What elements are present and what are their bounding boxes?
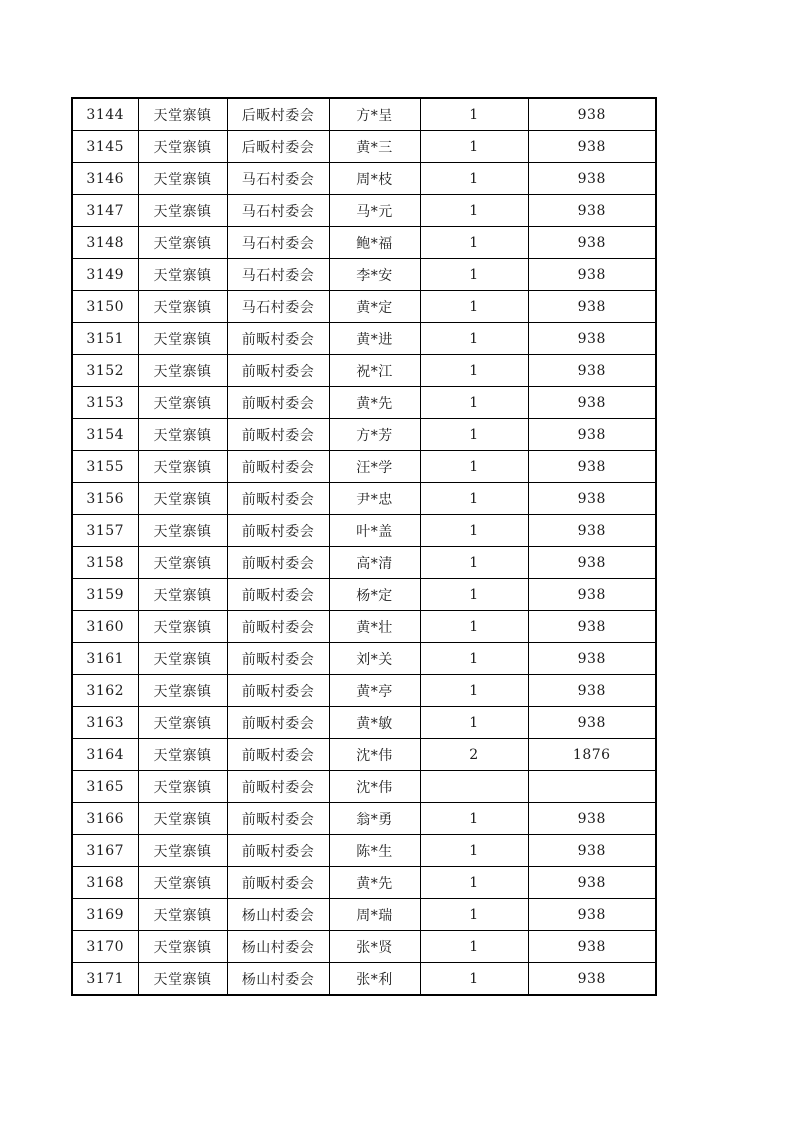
cell-count: 1 (420, 195, 528, 227)
cell-name: 黄*先 (329, 867, 420, 899)
cell-name: 黄*定 (329, 291, 420, 323)
cell-count: 1 (420, 643, 528, 675)
cell-count: 1 (420, 131, 528, 163)
cell-amount: 938 (528, 291, 656, 323)
table-body (72, 98, 656, 995)
cell-id: 3168 (72, 867, 138, 899)
cell-name: 黄*亭 (329, 675, 420, 707)
cell-count: 1 (420, 899, 528, 931)
cell-town: 天堂寨镇 (138, 483, 227, 515)
cell-amount: 1876 (528, 739, 656, 771)
cell-id: 3155 (72, 451, 138, 483)
cell-amount: 938 (528, 195, 656, 227)
table-row (72, 419, 656, 451)
cell-village: 前畈村委会 (227, 771, 329, 803)
cell-name: 祝*江 (329, 355, 420, 387)
cell-amount: 938 (528, 579, 656, 611)
cell-town: 天堂寨镇 (138, 707, 227, 739)
cell-count: 1 (420, 515, 528, 547)
cell-town: 天堂寨镇 (138, 515, 227, 547)
cell-id: 3153 (72, 387, 138, 419)
cell-village: 前畈村委会 (227, 707, 329, 739)
cell-village: 前畈村委会 (227, 835, 329, 867)
cell-id: 3151 (72, 323, 138, 355)
cell-amount: 938 (528, 451, 656, 483)
table-row (72, 643, 656, 675)
cell-amount: 938 (528, 483, 656, 515)
cell-village: 前畈村委会 (227, 323, 329, 355)
cell-town: 天堂寨镇 (138, 835, 227, 867)
cell-town: 天堂寨镇 (138, 195, 227, 227)
cell-amount: 938 (528, 707, 656, 739)
cell-town: 天堂寨镇 (138, 899, 227, 931)
table-row (72, 163, 656, 195)
table-row (72, 771, 656, 803)
cell-amount: 938 (528, 259, 656, 291)
cell-town: 天堂寨镇 (138, 131, 227, 163)
cell-town: 天堂寨镇 (138, 803, 227, 835)
table-row (72, 899, 656, 931)
cell-id: 3152 (72, 355, 138, 387)
cell-town: 天堂寨镇 (138, 931, 227, 963)
cell-town: 天堂寨镇 (138, 387, 227, 419)
table-row (72, 739, 656, 771)
table-row (72, 803, 656, 835)
cell-amount: 938 (528, 611, 656, 643)
cell-town: 天堂寨镇 (138, 98, 227, 131)
cell-amount: 938 (528, 643, 656, 675)
cell-name: 鲍*福 (329, 227, 420, 259)
table-row (72, 195, 656, 227)
cell-amount: 938 (528, 931, 656, 963)
cell-amount (528, 771, 656, 803)
cell-name: 沈*伟 (329, 771, 420, 803)
cell-id: 3146 (72, 163, 138, 195)
cell-town: 天堂寨镇 (138, 739, 227, 771)
cell-name: 马*元 (329, 195, 420, 227)
cell-id: 3165 (72, 771, 138, 803)
cell-amount: 938 (528, 98, 656, 131)
cell-name: 杨*定 (329, 579, 420, 611)
cell-town: 天堂寨镇 (138, 163, 227, 195)
cell-village: 杨山村委会 (227, 931, 329, 963)
table-row (72, 675, 656, 707)
cell-village: 马石村委会 (227, 291, 329, 323)
cell-name: 周*瑞 (329, 899, 420, 931)
cell-town: 天堂寨镇 (138, 963, 227, 996)
cell-amount: 938 (528, 867, 656, 899)
cell-id: 3145 (72, 131, 138, 163)
cell-town: 天堂寨镇 (138, 643, 227, 675)
cell-id: 3167 (72, 835, 138, 867)
cell-town: 天堂寨镇 (138, 451, 227, 483)
cell-count: 1 (420, 259, 528, 291)
cell-id: 3158 (72, 547, 138, 579)
table-row (72, 483, 656, 515)
cell-town: 天堂寨镇 (138, 323, 227, 355)
cell-count: 1 (420, 163, 528, 195)
cell-village: 前畈村委会 (227, 451, 329, 483)
cell-town: 天堂寨镇 (138, 867, 227, 899)
cell-id: 3160 (72, 611, 138, 643)
cell-count: 1 (420, 867, 528, 899)
cell-id: 3156 (72, 483, 138, 515)
cell-village: 前畈村委会 (227, 547, 329, 579)
cell-town: 天堂寨镇 (138, 355, 227, 387)
cell-id: 3161 (72, 643, 138, 675)
cell-id: 3149 (72, 259, 138, 291)
cell-id: 3159 (72, 579, 138, 611)
cell-town: 天堂寨镇 (138, 227, 227, 259)
cell-town: 天堂寨镇 (138, 419, 227, 451)
cell-village: 前畈村委会 (227, 643, 329, 675)
cell-town: 天堂寨镇 (138, 675, 227, 707)
cell-amount: 938 (528, 515, 656, 547)
cell-id: 3170 (72, 931, 138, 963)
cell-village: 前畈村委会 (227, 387, 329, 419)
cell-town: 天堂寨镇 (138, 291, 227, 323)
cell-id: 3164 (72, 739, 138, 771)
cell-town: 天堂寨镇 (138, 579, 227, 611)
cell-name: 叶*盖 (329, 515, 420, 547)
cell-count: 1 (420, 291, 528, 323)
cell-village: 马石村委会 (227, 227, 329, 259)
cell-town: 天堂寨镇 (138, 547, 227, 579)
cell-village: 马石村委会 (227, 195, 329, 227)
cell-id: 3157 (72, 515, 138, 547)
cell-count: 1 (420, 355, 528, 387)
table-row (72, 227, 656, 259)
cell-village: 前畈村委会 (227, 579, 329, 611)
table-row (72, 611, 656, 643)
cell-amount: 938 (528, 835, 656, 867)
cell-village: 前畈村委会 (227, 611, 329, 643)
cell-amount: 938 (528, 163, 656, 195)
table-row (72, 451, 656, 483)
cell-village: 前畈村委会 (227, 515, 329, 547)
cell-name: 黄*进 (329, 323, 420, 355)
cell-id: 3171 (72, 963, 138, 996)
cell-count: 1 (420, 803, 528, 835)
table-row (72, 259, 656, 291)
table-row (72, 387, 656, 419)
cell-name: 周*枝 (329, 163, 420, 195)
cell-id: 3154 (72, 419, 138, 451)
cell-village: 前畈村委会 (227, 739, 329, 771)
cell-name: 黄*壮 (329, 611, 420, 643)
cell-count: 1 (420, 707, 528, 739)
cell-amount: 938 (528, 419, 656, 451)
cell-village: 后畈村委会 (227, 131, 329, 163)
cell-count: 1 (420, 835, 528, 867)
cell-count: 1 (420, 98, 528, 131)
data-table (71, 97, 657, 996)
table-row (72, 707, 656, 739)
cell-name: 翁*勇 (329, 803, 420, 835)
cell-id: 3150 (72, 291, 138, 323)
cell-count: 1 (420, 451, 528, 483)
cell-name: 黄*先 (329, 387, 420, 419)
cell-count: 1 (420, 675, 528, 707)
cell-amount: 938 (528, 227, 656, 259)
cell-count: 1 (420, 483, 528, 515)
cell-amount: 938 (528, 899, 656, 931)
cell-name: 张*利 (329, 963, 420, 996)
cell-amount: 938 (528, 131, 656, 163)
table-row (72, 579, 656, 611)
table-row (72, 291, 656, 323)
cell-id: 3147 (72, 195, 138, 227)
table-row (72, 515, 656, 547)
cell-village: 前畈村委会 (227, 419, 329, 451)
table-row (72, 867, 656, 899)
cell-amount: 938 (528, 387, 656, 419)
cell-name: 李*安 (329, 259, 420, 291)
cell-id: 3144 (72, 98, 138, 131)
cell-amount: 938 (528, 675, 656, 707)
cell-village: 前畈村委会 (227, 355, 329, 387)
cell-amount: 938 (528, 323, 656, 355)
table-row (72, 547, 656, 579)
cell-id: 3148 (72, 227, 138, 259)
cell-name: 陈*生 (329, 835, 420, 867)
table-row (72, 963, 656, 996)
cell-village: 前畈村委会 (227, 675, 329, 707)
cell-count: 2 (420, 739, 528, 771)
cell-town: 天堂寨镇 (138, 611, 227, 643)
cell-village: 前畈村委会 (227, 867, 329, 899)
cell-count: 1 (420, 419, 528, 451)
cell-name: 黄*敏 (329, 707, 420, 739)
table-row (72, 835, 656, 867)
table-row (72, 98, 656, 131)
cell-id: 3163 (72, 707, 138, 739)
cell-count: 1 (420, 611, 528, 643)
cell-town: 天堂寨镇 (138, 259, 227, 291)
cell-village: 杨山村委会 (227, 963, 329, 996)
cell-count: 1 (420, 579, 528, 611)
cell-name: 方*芳 (329, 419, 420, 451)
cell-name: 黄*三 (329, 131, 420, 163)
cell-id: 3166 (72, 803, 138, 835)
cell-village: 马石村委会 (227, 259, 329, 291)
cell-village: 后畈村委会 (227, 98, 329, 131)
cell-count: 1 (420, 227, 528, 259)
cell-name: 沈*伟 (329, 739, 420, 771)
table-row (72, 355, 656, 387)
cell-amount: 938 (528, 355, 656, 387)
cell-name: 刘*关 (329, 643, 420, 675)
cell-amount: 938 (528, 547, 656, 579)
cell-count (420, 771, 528, 803)
cell-name: 方*呈 (329, 98, 420, 131)
cell-count: 1 (420, 931, 528, 963)
cell-name: 张*贤 (329, 931, 420, 963)
cell-id: 3169 (72, 899, 138, 931)
cell-id: 3162 (72, 675, 138, 707)
cell-town: 天堂寨镇 (138, 771, 227, 803)
cell-name: 汪*学 (329, 451, 420, 483)
cell-count: 1 (420, 387, 528, 419)
table-row (72, 131, 656, 163)
table-row (72, 323, 656, 355)
cell-village: 马石村委会 (227, 163, 329, 195)
cell-name: 高*清 (329, 547, 420, 579)
cell-village: 杨山村委会 (227, 899, 329, 931)
table-row (72, 931, 656, 963)
cell-amount: 938 (528, 803, 656, 835)
cell-village: 前畈村委会 (227, 483, 329, 515)
cell-count: 1 (420, 963, 528, 996)
cell-count: 1 (420, 323, 528, 355)
cell-amount: 938 (528, 963, 656, 996)
cell-village: 前畈村委会 (227, 803, 329, 835)
cell-count: 1 (420, 547, 528, 579)
cell-name: 尹*忠 (329, 483, 420, 515)
